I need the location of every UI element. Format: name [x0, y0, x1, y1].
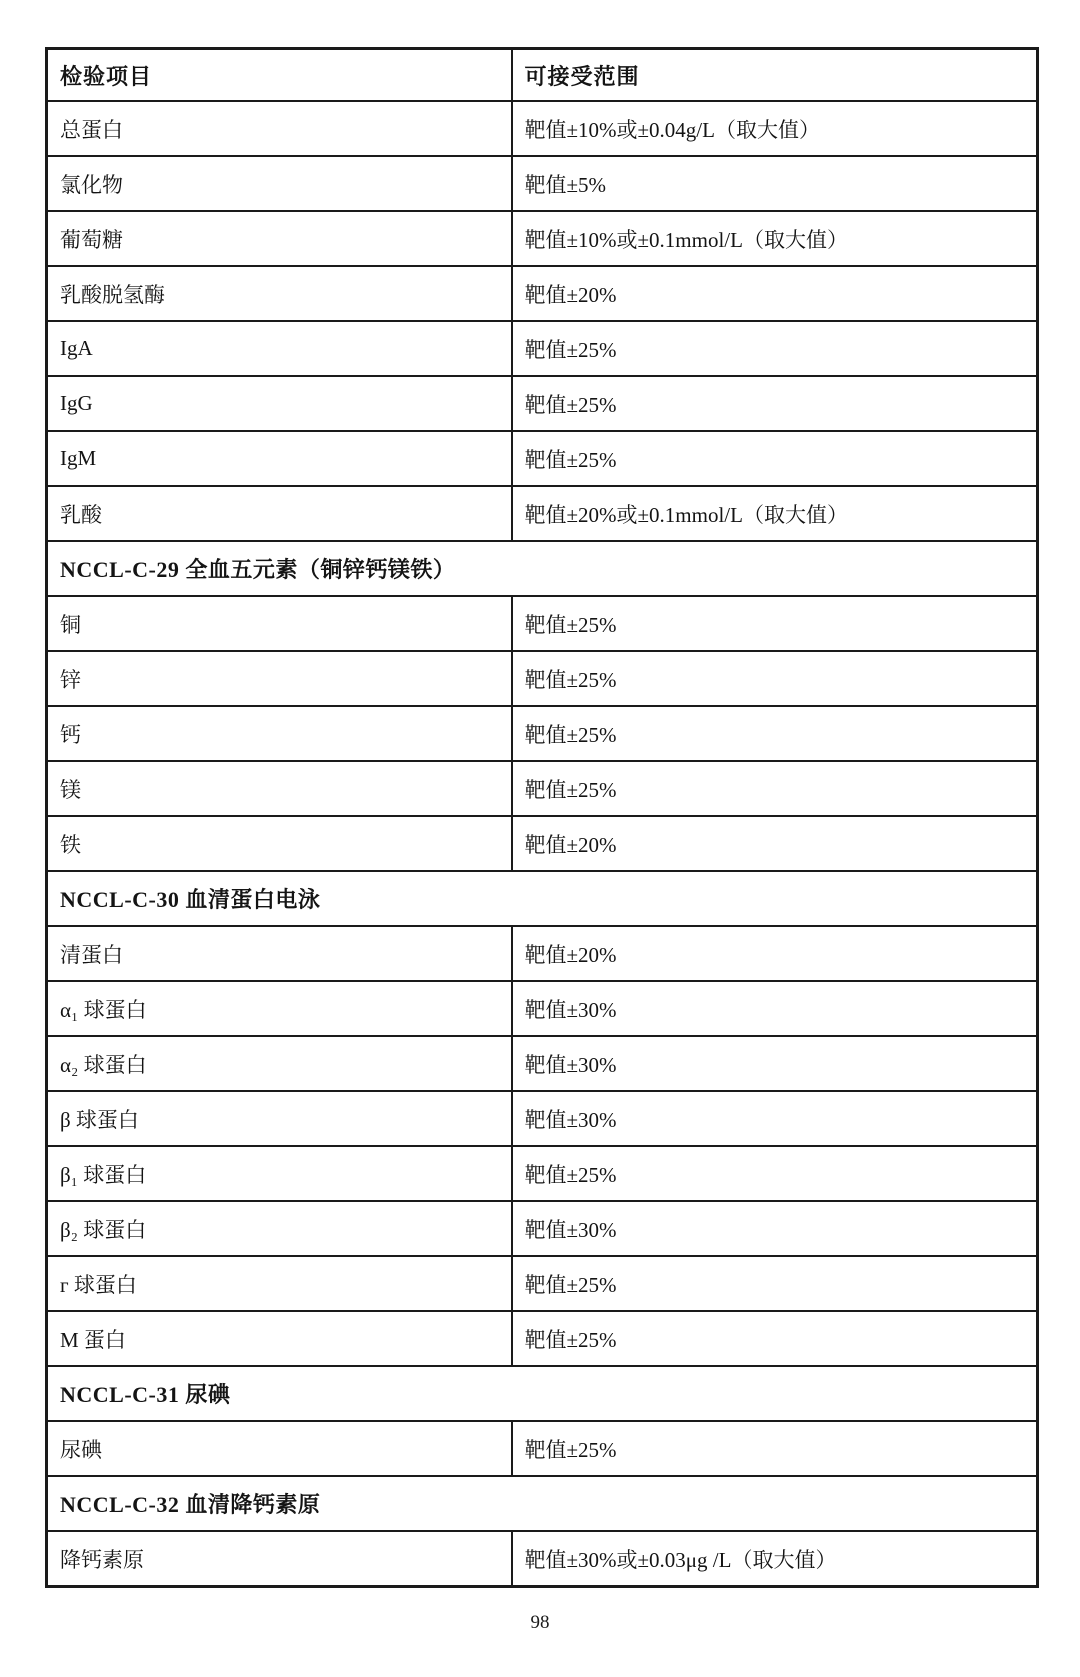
acceptable-range-cell: 靶值±25% — [512, 431, 1038, 486]
test-item-cell: β₁ 球蛋白 — [47, 1146, 512, 1201]
acceptable-range-cell: 靶值±25% — [512, 1146, 1038, 1201]
test-item-cell: 降钙素原 — [47, 1531, 512, 1587]
test-item-cell: 氯化物 — [47, 156, 512, 211]
section-label: NCCL-C-31 尿碘 — [47, 1366, 1038, 1421]
test-item-cell: 铁 — [47, 816, 512, 871]
test-item-cell: 钙 — [47, 706, 512, 761]
test-item-cell: IgG — [47, 376, 512, 431]
acceptable-range-cell: 靶值±25% — [512, 596, 1038, 651]
test-item-cell: 清蛋白 — [47, 926, 512, 981]
section-header-row — [47, 1366, 1038, 1421]
acceptable-range-cell: 靶值±25% — [512, 321, 1038, 376]
test-item-cell: 铜 — [47, 596, 512, 651]
qc-table-body — [47, 101, 1038, 1587]
table-row — [47, 761, 1038, 816]
table-row — [47, 1036, 1038, 1091]
qc-acceptance-table — [45, 47, 1039, 1588]
test-item-cell: IgM — [47, 431, 512, 486]
table-row — [47, 981, 1038, 1036]
test-item-cell: 葡萄糖 — [47, 211, 512, 266]
test-item-cell: M 蛋白 — [47, 1311, 512, 1366]
test-item-cell: β₂ 球蛋白 — [47, 1201, 512, 1256]
table-row — [47, 1311, 1038, 1366]
table-header-row — [47, 49, 1038, 102]
acceptable-range-cell: 靶值±25% — [512, 1256, 1038, 1311]
acceptable-range-cell: 靶值±20%或±0.1mmol/L（取大值） — [512, 486, 1038, 541]
test-item-cell: 乳酸脱氢酶 — [47, 266, 512, 321]
acceptable-range-cell: 靶值±30% — [512, 1091, 1038, 1146]
table-row — [47, 486, 1038, 541]
section-label: NCCL-C-32 血清降钙素原 — [47, 1476, 1038, 1531]
table-row — [47, 211, 1038, 266]
test-item-cell: 镁 — [47, 761, 512, 816]
test-item-cell: 乳酸 — [47, 486, 512, 541]
table-row — [47, 321, 1038, 376]
acceptable-range-cell: 靶值±20% — [512, 266, 1038, 321]
table-row — [47, 596, 1038, 651]
acceptable-range-cell: 靶值±20% — [512, 816, 1038, 871]
acceptable-range-cell: 靶值±25% — [512, 1421, 1038, 1476]
table-row — [47, 1201, 1038, 1256]
section-header-row — [47, 541, 1038, 596]
acceptable-range-cell: 靶值±25% — [512, 651, 1038, 706]
page-number: 98 — [530, 1612, 550, 1633]
test-item-cell: 总蛋白 — [47, 101, 512, 156]
table-row — [47, 816, 1038, 871]
section-label: NCCL-C-30 血清蛋白电泳 — [47, 871, 1038, 926]
table-row — [47, 651, 1038, 706]
test-item-cell: 锌 — [47, 651, 512, 706]
test-item-cell: β 球蛋白 — [47, 1091, 512, 1146]
table-row — [47, 1146, 1038, 1201]
test-item-cell: α₁ 球蛋白 — [47, 981, 512, 1036]
section-header-row — [47, 1476, 1038, 1531]
table-row — [47, 101, 1038, 156]
acceptable-range-cell: 靶值±25% — [512, 1311, 1038, 1366]
acceptable-range-cell: 靶值±25% — [512, 761, 1038, 816]
test-item-cell: α₂ 球蛋白 — [47, 1036, 512, 1091]
test-item-cell: IgA — [47, 321, 512, 376]
table-row — [47, 266, 1038, 321]
test-item-cell: 尿碘 — [47, 1421, 512, 1476]
table-row — [47, 431, 1038, 486]
acceptable-range-cell: 靶值±30% — [512, 981, 1038, 1036]
table-row — [47, 706, 1038, 761]
table-row — [47, 1091, 1038, 1146]
acceptable-range-cell: 靶值±20% — [512, 926, 1038, 981]
table-row — [47, 1256, 1038, 1311]
table-row — [47, 1531, 1038, 1587]
acceptable-range-cell: 靶值±30%或±0.03μg /L（取大值） — [512, 1531, 1038, 1587]
column-header-test-item: 检验项目 — [47, 49, 512, 102]
acceptable-range-cell: 靶值±30% — [512, 1201, 1038, 1256]
table-row — [47, 376, 1038, 431]
acceptable-range-cell: 靶值±25% — [512, 376, 1038, 431]
acceptable-range-cell: 靶值±5% — [512, 156, 1038, 211]
table-row — [47, 926, 1038, 981]
section-label: NCCL-C-29 全血五元素（铜锌钙镁铁） — [47, 541, 1038, 596]
acceptable-range-cell: 靶值±30% — [512, 1036, 1038, 1091]
test-item-cell: г 球蛋白 — [47, 1256, 512, 1311]
column-header-acceptable-range: 可接受范围 — [512, 49, 1038, 102]
table-row — [47, 156, 1038, 211]
acceptable-range-cell: 靶值±10%或±0.04g/L（取大值） — [512, 101, 1038, 156]
table-row — [47, 1421, 1038, 1476]
acceptable-range-cell: 靶值±10%或±0.1mmol/L（取大值） — [512, 211, 1038, 266]
acceptable-range-cell: 靶值±25% — [512, 706, 1038, 761]
section-header-row — [47, 871, 1038, 926]
